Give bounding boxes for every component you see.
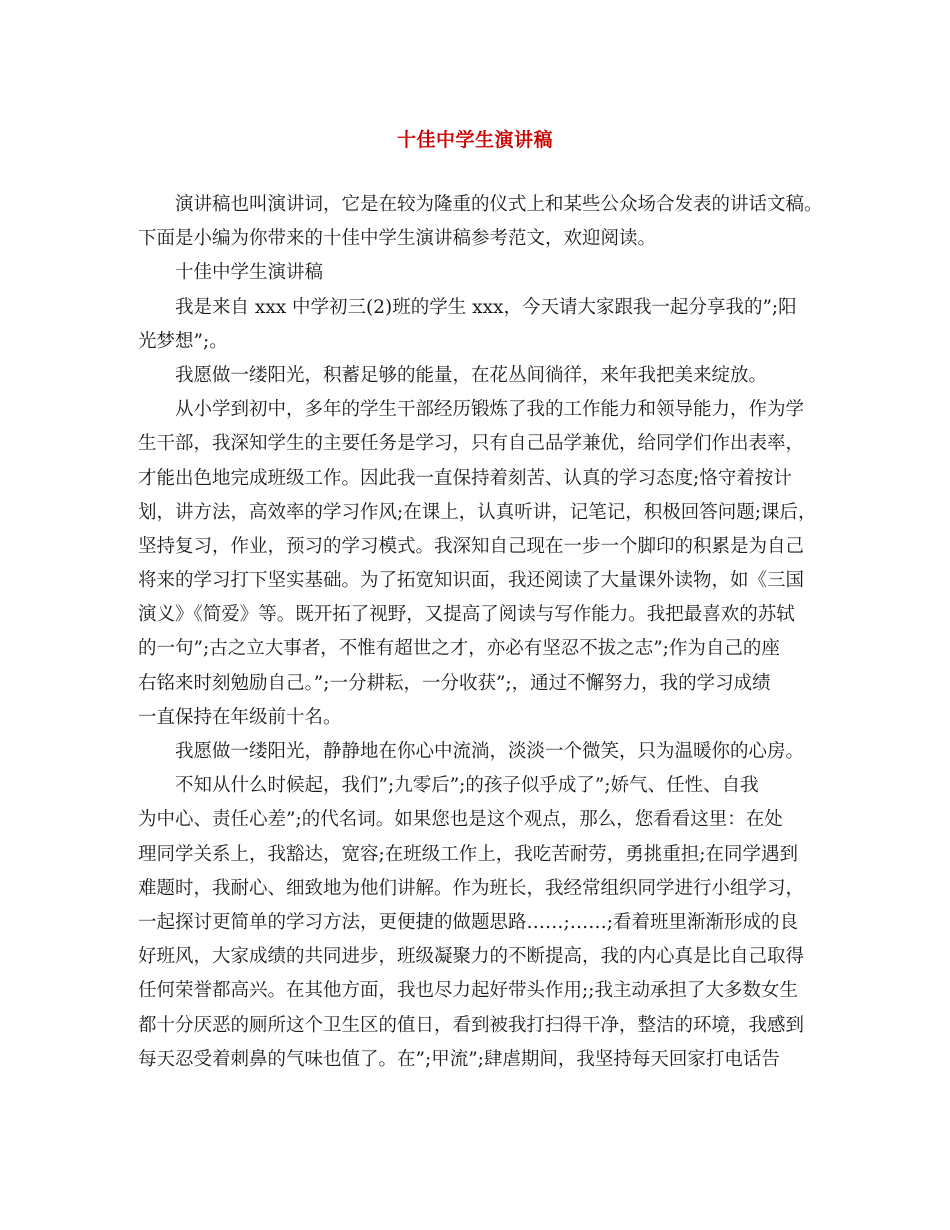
document-body: [138, 188, 828, 1077]
text-line: 好班风，大家成绩的共同进步，班级凝聚力的不断提高，我的内心真是比自己取得: [138, 946, 805, 968]
text-line: 一起探讨更简单的学习方法，更便捷的做题思路……;……;看着班里渐渐形成的良: [138, 911, 798, 933]
text-line: 理同学关系上，我豁达，宽容;在班级工作上，我吃苦耐劳，勇挑重担;在同学遇到: [138, 843, 798, 865]
text-line: 为中心、责任心差”;的代名词。如果您也是这个观点，那么，您看看这里：在处: [138, 809, 783, 831]
text-line: 的一句”;古之立大事者，不惟有超世之才，亦必有坚忍不拔之志”;作为自己的座: [138, 638, 780, 660]
text-line: 划，讲方法，高效率的学习作风;在课上，认真听讲，记笔记，积极回答问题;课后，: [138, 501, 817, 523]
text-line: 光梦想”;。: [138, 330, 228, 352]
text-line: 生干部，我深知学生的主要任务是学习，只有自己品学兼优，给同学们作出表率，: [138, 433, 805, 455]
text-line: 才能出色地完成班级工作。因此我一直保持着刻苦、认真的学习态度;恪守着按计: [138, 467, 792, 489]
text-line: 都十分厌恶的厕所这个卫生区的值日，看到被我打扫得干净，整洁的环境，我感到: [138, 1014, 805, 1036]
text-line: 难题时，我耐心、细致地为他们讲解。作为班长，我经常组织同学进行小组学习，: [138, 877, 805, 899]
text-line: 从小学到初中，多年的学生干部经历锻炼了我的工作能力和领导能力，作为学: [175, 399, 805, 421]
text-line: 将来的学习打下坚实基础。为了拓宽知识面，我还阅读了大量课外读物，如《三国: [138, 570, 805, 592]
text-line: 我是来自 xxx 中学初三(2)班的学生 xxx，今天请大家跟我一起分享我的”;阳: [175, 296, 797, 318]
text-line: 一直保持在年级前十名。: [138, 706, 342, 728]
text-line: 我愿做一缕阳光，静静地在你心中流淌，淡淡一个微笑，只为温暖你的心房。: [175, 741, 805, 762]
text-line: 不知从什么时候起，我们”;九零后”;的孩子似乎成了”;娇气、任性、自我: [175, 775, 759, 797]
text-line: 坚持复习，作业，预习的学习模式。我深知自己现在一步一个脚印的积累是为自己: [138, 535, 805, 557]
text-line: 下面是小编为你带来的十佳中学生演讲稿参考范文，欢迎阅读。: [138, 228, 657, 250]
text-line: 每天忍受着刺鼻的气味也值了。在”;甲流”;肆虐期间，我坚持每天回家打电话告: [138, 1048, 780, 1070]
text-line: 我愿做一缕阳光，积蓄足够的能量，在花丛间徜徉，来年我把美来绽放。: [175, 364, 768, 386]
text-line: 演讲稿也叫演讲词，它是在较为隆重的仪式上和某些公众场合发表的讲话文稿。: [175, 194, 823, 215]
text-line: 十佳中学生演讲稿: [175, 262, 324, 284]
text-line: 任何荣誉都高兴。在其他方面，我也尽力起好带头作用;;我主动承担了大多数女生: [138, 980, 798, 1002]
text-line: 右铭来时刻勉励自己。”;一分耕耘，一分收获”;，通过不懈努力，我的学习成绩: [138, 672, 771, 694]
text-line: 演义》《简爱》等。既开拓了视野，又提高了阅读与写作能力。我把最喜欢的苏轼: [138, 604, 795, 626]
document-title: 十佳中学生演讲稿: [396, 129, 553, 151]
